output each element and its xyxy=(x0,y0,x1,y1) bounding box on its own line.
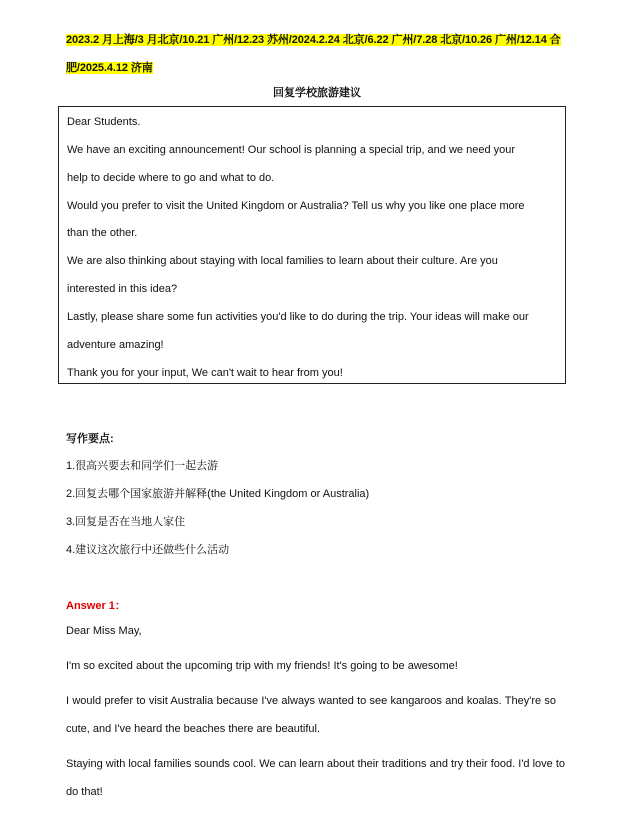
letter-line: We are also thinking about staying with local families to learn about their culture. Are you xyxy=(67,255,498,267)
writing-points-title: 写作要点: xyxy=(66,433,114,445)
letter-line: help to decide where to go and what to do. xyxy=(67,172,275,184)
answer-line: Staying with local families sounds cool. We can learn about their traditions and try their food. I'd love to xyxy=(66,758,565,770)
answer-line: I would prefer to visit Australia because I've always wanted to see kangaroos and koalas. They're so xyxy=(66,695,556,707)
letter-line: Thank you for your input, We can't wait to hear from you! xyxy=(67,367,343,379)
letter-line: than the other. xyxy=(67,227,138,239)
prompt-letter-box xyxy=(58,106,566,384)
letter-line: adventure amazing! xyxy=(67,339,164,351)
answer-line: do that! xyxy=(66,786,103,798)
letter-line: interested in this idea? xyxy=(67,283,178,295)
answer-label: Answer 1： xyxy=(66,600,126,612)
writing-point: 1.很高兴要去和同学们一起去游 xyxy=(66,460,219,472)
writing-point: 2.回复去哪个国家旅游并解释(the United Kingdom or Australia) xyxy=(66,488,370,500)
header-line-1: 2023.2 月上海/3 月北京/10.21 广州/12.23 苏州/2024.2.24 北京/6.22 广州/7.28 北京/10.26 广州/12.14 合 xyxy=(66,34,561,46)
answer-line: I'm so excited about the upcoming trip with my friends! It's going to be awesome! xyxy=(66,660,458,672)
writing-point: 3.回复是否在当地人家住 xyxy=(66,516,186,528)
letter-line: Lastly, please share some fun activities you'd like to do during the trip. Your ideas will make our xyxy=(67,311,529,323)
letter-line: We have an exciting announcement! Our school is planning a special trip, and we need your xyxy=(67,144,516,156)
exam-dates-header xyxy=(66,26,576,82)
letter-line: Dear Students. xyxy=(67,116,141,128)
writing-point: 4.建议这次旅行中还做些什么活动 xyxy=(66,544,230,556)
header-line-2: 肥/2025.4.12 济南 xyxy=(66,62,153,74)
letter-line: Would you prefer to visit the United Kingdom or Australia? Tell us why you like one place more xyxy=(67,200,525,212)
answer-greeting: Dear Miss May, xyxy=(66,625,142,637)
document-title: 回复学校旅游建议 xyxy=(273,87,361,99)
answer-line: cute, and I've heard the beaches there are beautiful. xyxy=(66,723,321,735)
